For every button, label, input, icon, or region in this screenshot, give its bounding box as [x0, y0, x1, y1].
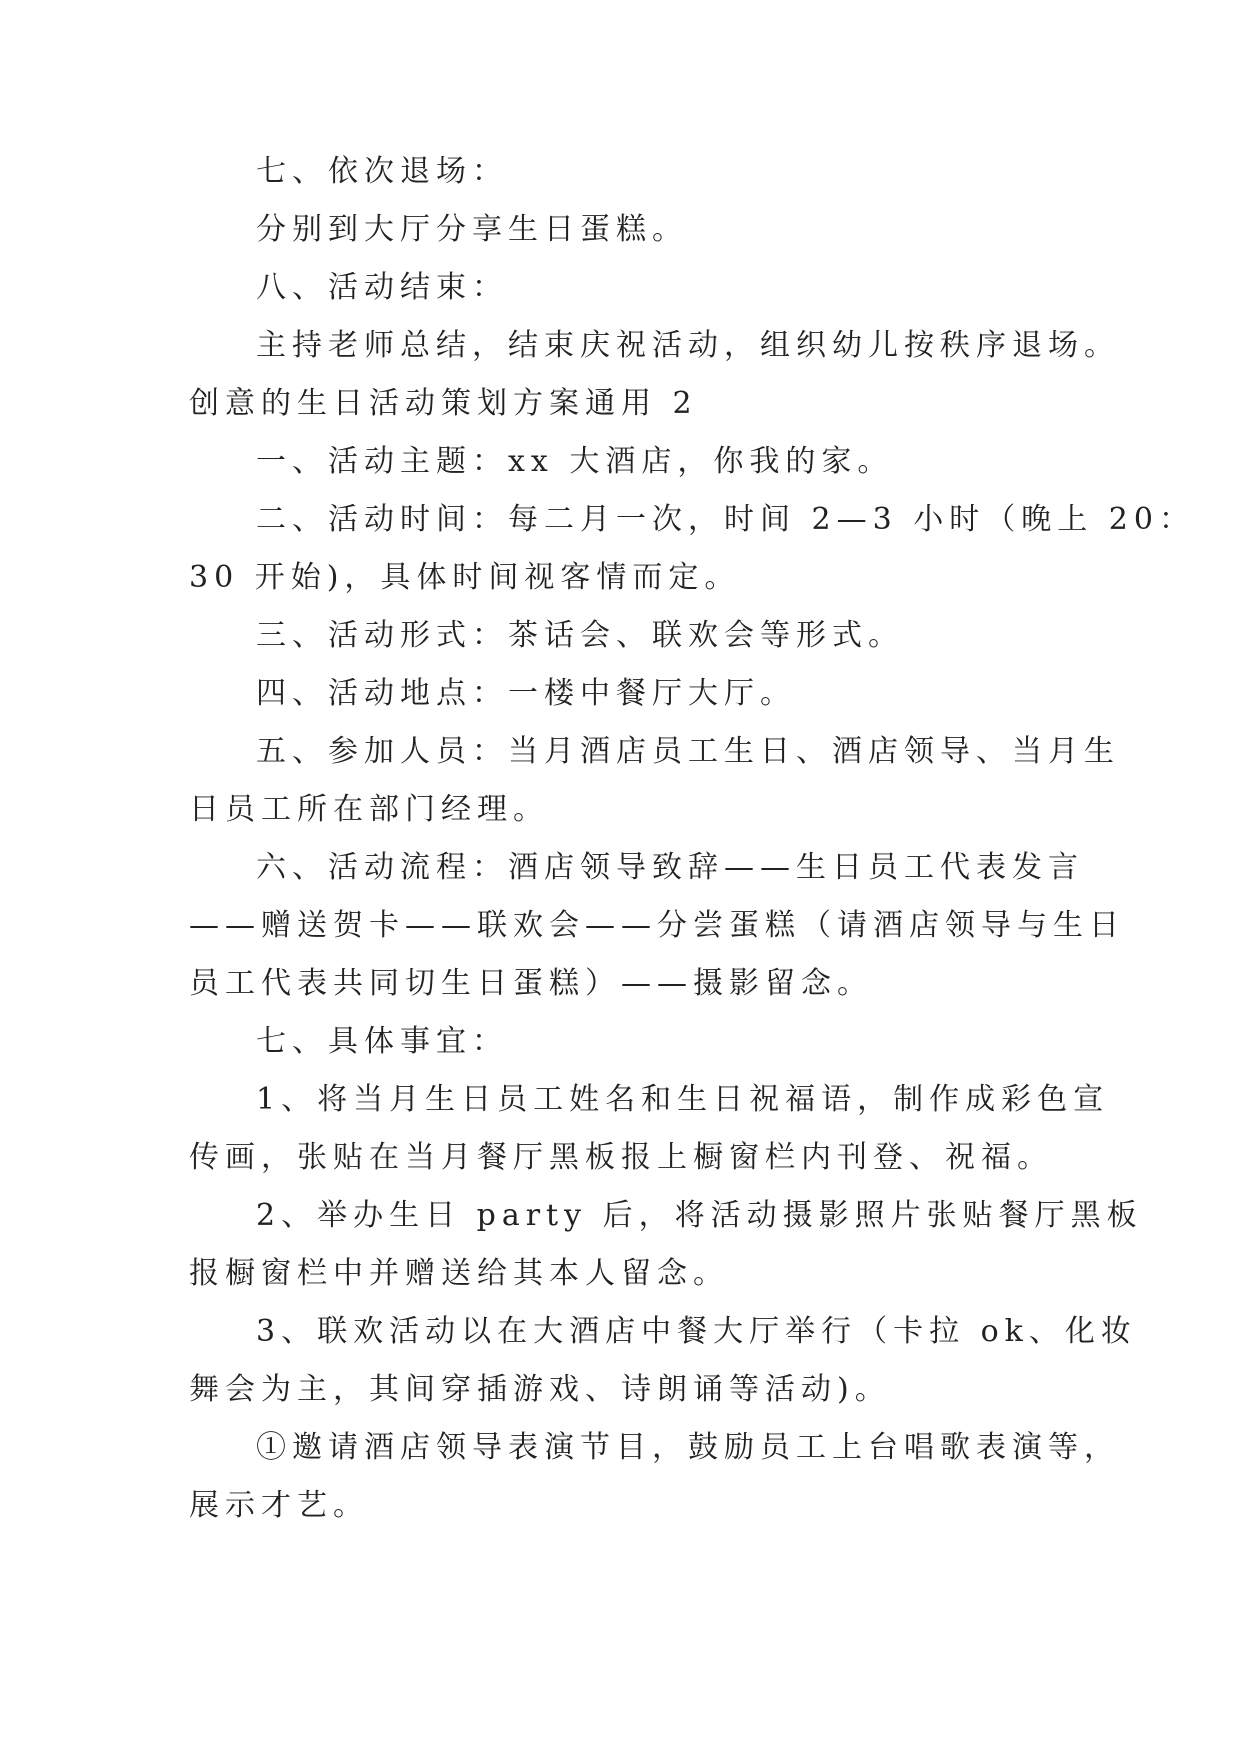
section-heading-details: 七、具体事宜：: [256, 1024, 508, 1059]
paragraph-line: 展示才艺。: [189, 1488, 369, 1523]
list-item-2: 2、举办生日 party 后，将活动摄影照片张贴餐厅黑板: [256, 1198, 1143, 1233]
section-heading-time: 二、活动时间：每二月一次，时间 2—3 小时（晚上 20：: [256, 502, 1195, 537]
section-heading-location: 四、活动地点：一楼中餐厅大厅。: [256, 676, 796, 711]
list-item-3: 3、联欢活动以在大酒店中餐大厅举行（卡拉 ok、化妆: [256, 1314, 1137, 1349]
document-title: 创意的生日活动策划方案通用 2: [189, 386, 698, 421]
section-heading-process: 六、活动流程：酒店领导致辞——生日员工代表发言: [256, 850, 1084, 885]
paragraph-line: 主持老师总结，结束庆祝活动，组织幼儿按秩序退场。: [256, 328, 1120, 363]
section-heading-form: 三、活动形式：茶话会、联欢会等形式。: [256, 618, 904, 653]
paragraph-line: ——赠送贺卡——联欢会——分尝蛋糕（请酒店领导与生日: [189, 908, 1125, 943]
list-item-1: 1、将当月生日员工姓名和生日祝福语，制作成彩色宣: [256, 1082, 1110, 1117]
paragraph-line: 分别到大厅分享生日蛋糕。: [256, 212, 688, 247]
paragraph-line: 日员工所在部门经理。: [189, 792, 549, 827]
section-heading-exit: 七、依次退场：: [256, 154, 508, 189]
paragraph-line: 员工代表共同切生日蛋糕）——摄影留念。: [189, 966, 873, 1001]
paragraph-line: 30 开始)，具体时间视客情而定。: [189, 560, 741, 595]
section-heading-end: 八、活动结束：: [256, 270, 508, 305]
section-heading-theme: 一、活动主题：xx 大酒店，你我的家。: [256, 444, 894, 479]
list-subitem-1: ①邀请酒店领导表演节目，鼓励员工上台唱歌表演等，: [256, 1430, 1120, 1465]
paragraph-line: 传画，张贴在当月餐厅黑板报上橱窗栏内刊登、祝福。: [189, 1140, 1053, 1175]
paragraph-line: 报橱窗栏中并赠送给其本人留念。: [189, 1256, 729, 1291]
section-heading-participants: 五、参加人员：当月酒店员工生日、酒店领导、当月生: [256, 734, 1120, 769]
paragraph-line: 舞会为主，其间穿插游戏、诗朗诵等活动)。: [189, 1372, 891, 1407]
